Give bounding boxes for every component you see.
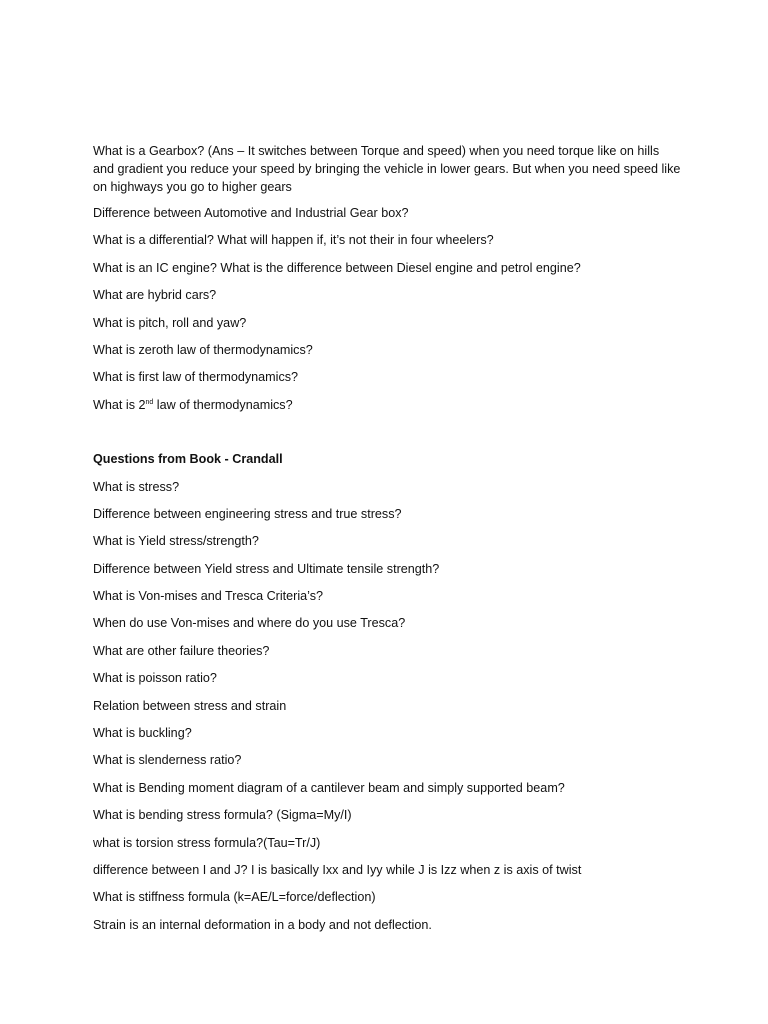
section-heading: Questions from Book - Crandall <box>93 452 283 467</box>
question-failure-theories: What are other failure theories? <box>93 643 270 658</box>
document-body <box>93 142 683 943</box>
second-law-suffix: law of thermodynamics? <box>153 397 293 412</box>
question-engineering-true-stress: Difference between engineering stress and true stress? <box>93 506 402 521</box>
question-zeroth-law: What is zeroth law of thermodynamics? <box>93 342 313 357</box>
question-buckling: What is buckling? <box>93 726 192 741</box>
question-ic-engine: What is an IC engine? What is the difference between Diesel engine and petrol engine? <box>93 260 581 275</box>
question-stiffness: What is stiffness formula (k=AE/L=force/deflection) <box>93 890 376 905</box>
question-when-von-mises: When do use Von-mises and where do you use Tresca? <box>93 616 406 631</box>
question-i-vs-j: difference between I and J? I is basically Ixx and Iyy while J is Izz when z is axis of twist <box>93 862 582 877</box>
section-spacer <box>93 423 683 450</box>
question-yield-vs-uts: Difference between Yield stress and Ultimate tensile strength? <box>93 561 440 576</box>
second-law-superscript: nd <box>145 398 154 406</box>
second-law-prefix: What is 2 <box>93 397 146 412</box>
gearbox-paragraph: What is a Gearbox? (Ans – It switches between Torque and speed) when you need torque like on hills and gradient you reduce your speed by bringing the vehicle in lower gears. But when you need speed like on highways you go to higher gears <box>93 144 681 194</box>
note-strain: Strain is an internal deformation in a body and not deflection. <box>93 917 432 932</box>
question-second-law <box>93 396 683 414</box>
question-pitch-roll-yaw: What is pitch, roll and yaw? <box>93 315 247 330</box>
question-yield-stress: What is Yield stress/strength? <box>93 534 259 549</box>
question-hybrid-cars: What are hybrid cars? <box>93 288 217 303</box>
question-bending-moment: What is Bending moment diagram of a cantilever beam and simply supported beam? <box>93 780 565 795</box>
question-automotive-gearbox: Difference between Automotive and Industrial Gear box? <box>93 206 409 220</box>
question-poisson-ratio: What is poisson ratio? <box>93 671 217 686</box>
question-bending-stress: What is bending stress formula? (Sigma=My/I) <box>93 808 352 823</box>
question-stress-strain: Relation between stress and strain <box>93 698 287 713</box>
question-stress: What is stress? <box>93 479 180 494</box>
question-slenderness-ratio: What is slenderness ratio? <box>93 753 242 768</box>
question-first-law: What is first law of thermodynamics? <box>93 370 299 385</box>
question-von-mises-tresca: What is Von-mises and Tresca Criteria’s? <box>93 589 324 604</box>
question-differential: What is a differential? What will happen if, it’s not their in four wheelers? <box>93 233 494 248</box>
question-torsion-stress: what is torsion stress formula?(Tau=Tr/J) <box>93 835 321 850</box>
